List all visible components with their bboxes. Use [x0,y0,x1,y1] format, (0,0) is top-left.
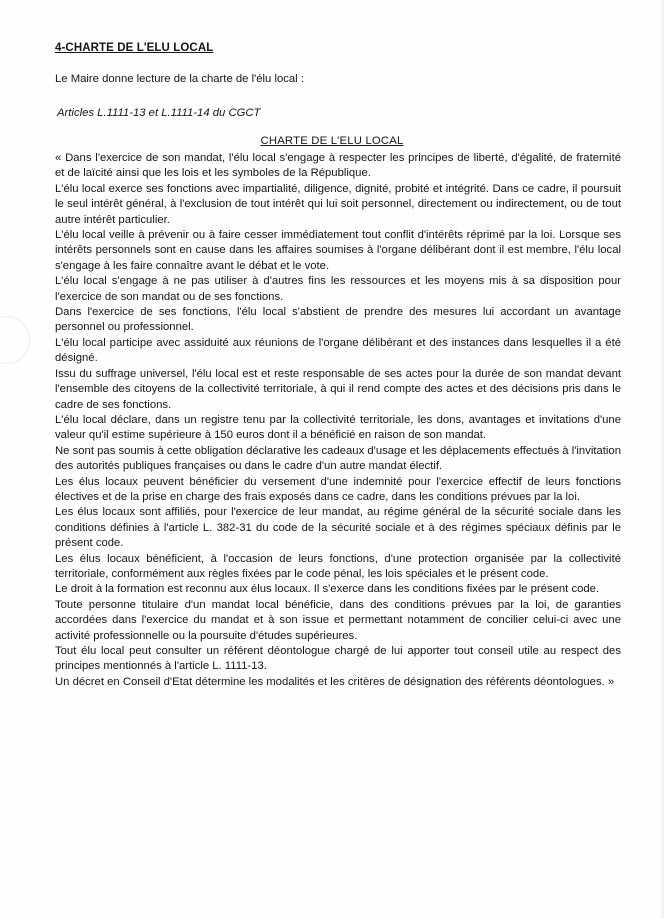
charter-title: CHARTE DE L'ELU LOCAL [260,135,404,147]
intro-text: Le Maire donne lecture de la charte de l'élu local : [55,73,304,85]
charter-paragraph: Ne sont pas soumis à cette obligation déclarative les cadeaux d'usage et les déplacements effectués à l'invitation des autorités publiques françaises ou dans le cadre d'un autre mandat électif. [55,444,621,473]
articles-reference: Articles L.1111-13 et L.1111-14 du CGCT [57,107,261,119]
section-heading: 4-CHARTE DE L'ELU LOCAL [55,42,214,54]
charter-paragraph: Issu du suffrage universel, l'élu local est et reste responsable de ses actes pour la durée de son mandat devant l'ensemble des citoyens de la collectivité territoriale, à qui il rend compte des actes et des décisions pris dans le cadre de ses fonctions. [55,367,621,411]
charter-paragraph: Les élus locaux bénéficient, à l'occasion de leurs fonctions, d'une protection organisée par la collectivité territoriale, conformément aux règles fixées par le code pénal, les lois spéciales et le présent code. [55,552,621,580]
charter-paragraph: Tout élu local peut consulter un référent déontologue chargé de lui apporter tout conseil utile au respect des principes mentionnés à l'article L. 1111-13. [55,645,621,673]
charter-paragraph: Les élus locaux sont affiliés, pour l'exercice de leur mandat, au régime général de la sécurité sociale dans les conditions définies à l'article L. 382-31 du code de la sécurité sociale et à des régimes spéciaux définis par le présent code. [55,506,621,550]
charter-paragraph: L'élu local exerce ses fonctions avec impartialité, diligence, dignité, probité et intégrité. Dans ce cadre, il poursuit le seul intérêt général, à l'exclusion de tout intérêt qui lui soit personnel, directement ou indirectement, ou de tout autre intérêt particulier. [55,182,621,226]
charter-paragraph: Les élus locaux peuvent bénéficier du versement d'une indemnité pour l'exercice effectif de leurs fonctions électives et de la prise en charge des frais exposés dans ce cadre, dans les conditions prévues par la loi. [55,475,621,503]
charter-paragraph: « Dans l'exercice de son mandat, l'élu local s'engage à respecter les principes de liberté, d'égalité, de fraternité et de laïcité ainsi que les lois et les symboles de la République. [55,152,621,180]
charter-paragraph: L'élu local veille à prévenir ou à faire cesser immédiatement tout conflit d'intérêts réprimé par la loi. Lorsque ses intérêts personnels sont en cause dans les affaires soumises à l'organe délibérant dont il est membre, l'élu local s'engage à les faire connaître avant le débat et le vote. [55,229,621,272]
charter-paragraph: Dans l'exercice de ses fonctions, l'élu local s'abstient de prendre des mesures lui accordant un avantage personnel ou professionnel. [55,306,621,334]
charter-body [55,151,621,690]
faint-stamp-mark [0,316,30,364]
charter-paragraph: L'élu local participe avec assiduité aux réunions de l'organe délibérant et des instances dans lesquelles il a été désigné. [55,336,621,365]
charter-paragraph: L'élu local s'engage à ne pas utiliser à d'autres fins les ressources et les moyens mis à sa disposition pour l'exercice de son mandat ou de ses fonctions. [55,275,621,303]
charter-paragraph: L'élu local déclare, dans un registre tenu par la collectivité territoriale, les dons, avantages et invitations d'une valeur qu'il estime supérieure à 150 euros dont il a bénéficié en raison de son mandat. [55,413,621,442]
charter-paragraph: Un décret en Conseil d'Etat détermine les modalités et les critères de désignation des référents déontologues. » [55,675,615,688]
charter-paragraph: Toute personne titulaire d'un mandat local bénéficie, dans des conditions prévues par la loi, de garanties accordées dans l'exercice du mandat et à son issue et permettant notamment de concilier celui-ci avec une activité professionnelle ou la poursuite d'études supérieures. [55,598,621,642]
charter-paragraph: Le droit à la formation est reconnu aux élus locaux. Il s'exerce dans les conditions fixées par le présent code. [55,583,600,596]
